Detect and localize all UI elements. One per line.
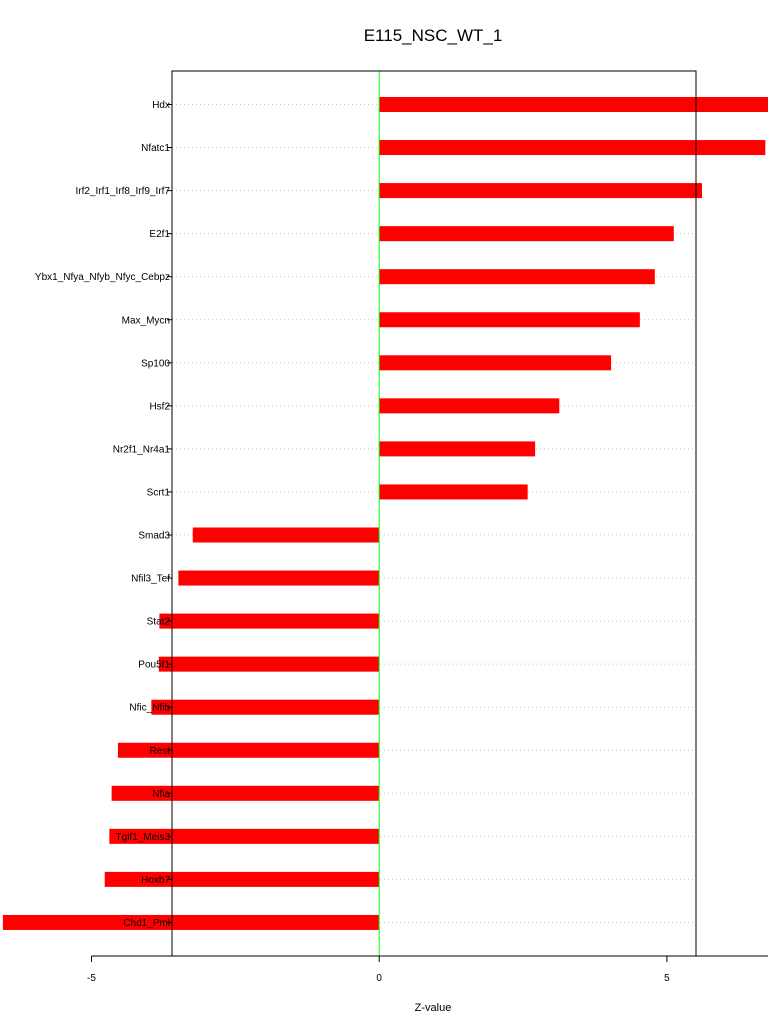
category-label: Rest [149, 745, 170, 757]
bars [3, 97, 768, 930]
category-label: Stat2 [146, 616, 170, 628]
bar [379, 312, 640, 327]
category-label: Pou5f1 [138, 659, 170, 671]
bar [379, 398, 559, 413]
bar [193, 528, 379, 543]
category-label: Nfic_Nfib [129, 702, 170, 714]
category-label: Scrt1 [146, 487, 170, 499]
category-label: Chd1_Pml [123, 917, 170, 929]
category-label: Smad3 [138, 530, 170, 542]
category-label: E2f1 [149, 229, 170, 241]
category-label: Ybx1_Nfya_Nfyb_Nfyc_Cebpz [34, 272, 170, 284]
category-labels [35, 100, 172, 929]
bar [379, 226, 674, 241]
category-label: Hoxb7 [141, 874, 170, 886]
bar [379, 140, 765, 155]
chart-title: E115_NSC_WT_1 [363, 26, 503, 45]
bar [379, 441, 535, 456]
bar [379, 355, 611, 370]
category-label: Hsf2 [149, 401, 170, 413]
category-label: Sp100 [141, 358, 170, 370]
bar [178, 571, 379, 586]
category-label: Nfia [152, 788, 170, 800]
bar [379, 183, 702, 198]
bar [159, 614, 379, 629]
category-label: Tgif1_Meis3 [115, 831, 170, 843]
category-label: Nr2f1_Nr4a1 [112, 444, 170, 456]
bar [379, 97, 768, 112]
bar [159, 657, 379, 672]
category-label: Nfatc1 [141, 143, 170, 155]
category-label: Irf2_Irf1_Irf8_Irf9_Irf7 [75, 186, 170, 198]
x-axis-label: Z-value [414, 1002, 452, 1014]
plot-frame [172, 71, 696, 956]
x-tick-label: 0 [376, 973, 382, 984]
category-label: Hdx [152, 100, 170, 111]
category-label: Nfil3_Tef [131, 573, 170, 585]
x-axis [87, 956, 768, 984]
bar [151, 700, 379, 715]
bar [3, 915, 379, 930]
bar [379, 269, 655, 284]
category-label: Max_Mycn [121, 315, 170, 327]
bar [379, 484, 527, 499]
x-tick-label: 5 [664, 973, 670, 984]
x-tick-label: -5 [87, 973, 96, 984]
